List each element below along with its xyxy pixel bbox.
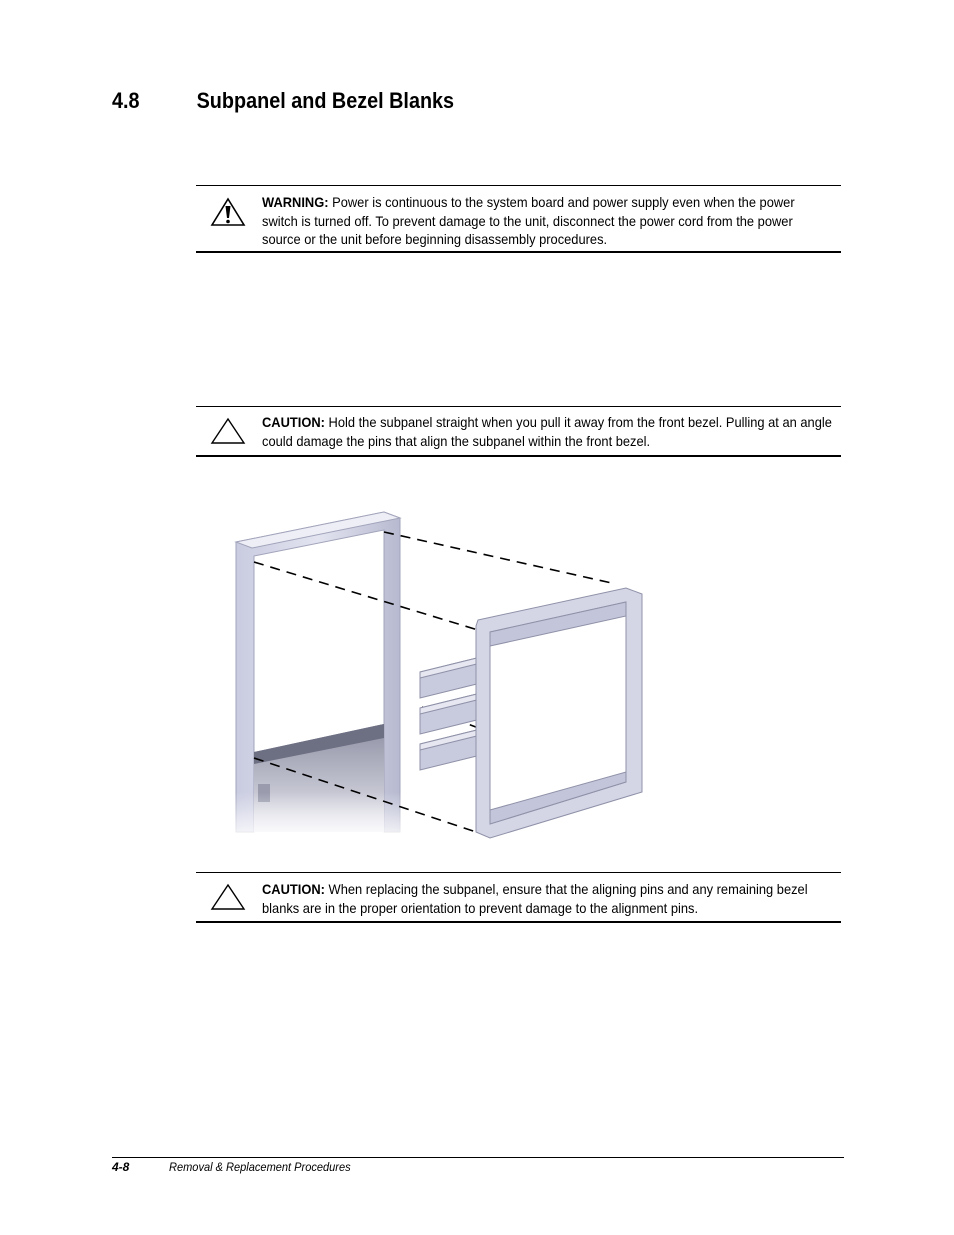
caution-body: When replacing the subpanel, ensure that the aligning pins and any remaining bezel blanks are in the proper orientation to prevent damage to the alignment pins. [262,881,808,916]
footer-chapter-title: Removal & Replacement Procedures [169,1160,351,1174]
caution-note [196,406,841,457]
caution-note [196,872,841,923]
warning-text [262,193,832,249]
caution-label: CAUTION: [262,414,325,430]
warning-body: Power is continuous to the system board and power supply even when the power switch is turned off. To prevent damage to the unit, disconnect the power cord from the power source or the unit before beginning disassembly procedures. [262,194,795,247]
caution-body: Hold the subpanel straight when you pull it away from the front bezel. Pulling at an angle could damage the pins that align the subpanel within the front bezel. [262,414,832,449]
footer-page-number: 4-8 [112,1160,130,1174]
caution-text [262,880,832,917]
section-number: 4.8 [112,88,140,113]
caution-label: CAUTION: [262,881,325,897]
footer-divider [112,1157,844,1158]
section-title: Subpanel and Bezel Blanks [196,88,455,113]
warning-note [196,185,841,253]
caution-text [262,413,832,450]
caution-triangle-icon [210,883,246,911]
warning-label: WARNING: [262,194,329,210]
exclamation-triangle-icon [210,197,246,227]
subpanel-removal-illustration [222,502,644,844]
caution-triangle-icon [210,417,246,445]
section-heading [112,88,454,122]
